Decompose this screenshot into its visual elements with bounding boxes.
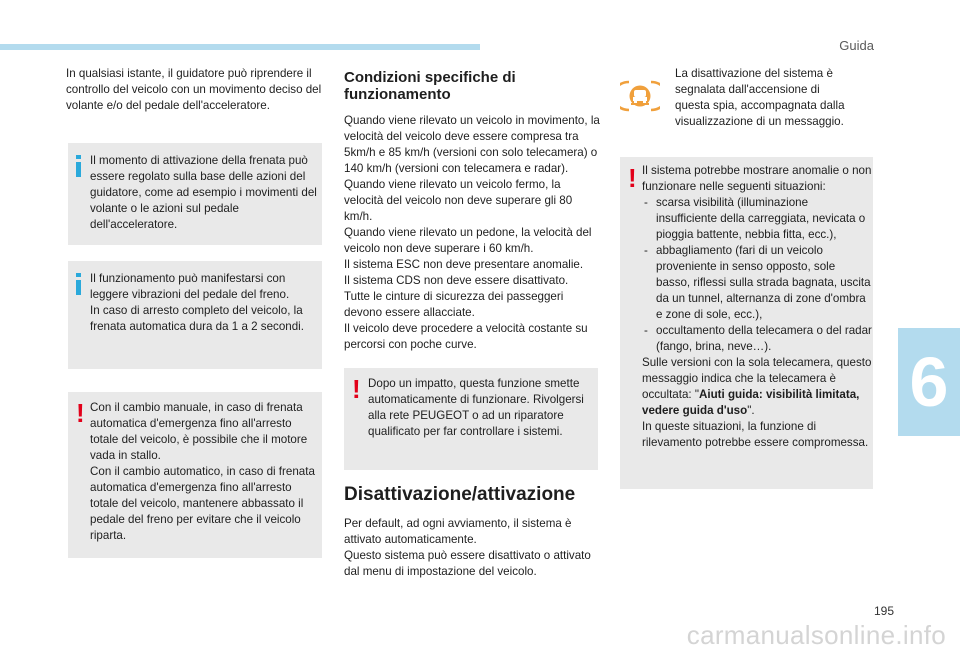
camera-text-pre: Sulle versioni con la sola telecamera, questo messaggio indica che la telecamera è occultata: " bbox=[642, 356, 872, 401]
info-box-activation bbox=[68, 143, 322, 245]
conditions-paragraph: Il sistema ESC non deve presentare anomalie. bbox=[344, 258, 584, 271]
warning-box-anomalies bbox=[620, 157, 873, 489]
conditions-paragraph: Quando viene rilevato un veicolo fermo, la velocità del veicolo non deve superare gli 80 km/h. bbox=[344, 178, 573, 223]
deactivation-paragraph: Per default, ad ogni avviamento, il sistema è attivato automaticamente. bbox=[344, 517, 572, 546]
conditions-paragraphs bbox=[344, 113, 600, 353]
deactivation-paragraphs bbox=[344, 516, 602, 580]
warning-text: Il sistema potrebbe mostrare anomalie o non funzionare nelle seguenti situazioni: bbox=[642, 164, 872, 193]
camera-message-label: Aiuti guida: visibilità limitata, vedere guida d'uso bbox=[642, 388, 860, 417]
conditions-paragraph: Il sistema CDS non deve essere disattivato. bbox=[344, 274, 569, 287]
warning-text: Dopo un impatto, questa funzione smette automaticamente di funzionare. Rivolgersi alla rete PEUGEOT o ad un riparatore qualificato per far controllare i sistemi. bbox=[368, 377, 584, 438]
warning-text: Con il cambio automatico, in caso di frenata automatica d'emergenza fino all'arresto totale del veicolo, mantenere abbassato il pedale del freno per evitare che il veicolo riparta. bbox=[90, 465, 315, 542]
indicator-description: La disattivazione del sistema è segnalata dall'accensione di questa spia, accompagnata dalla visualizzazione di un messaggio. bbox=[675, 67, 845, 128]
info-icon bbox=[76, 273, 81, 295]
warning-icon: ! bbox=[352, 374, 361, 404]
warning-box-impact bbox=[344, 368, 598, 470]
list-item: - occultamento della telecamera o del radar (fango, brina, neve…). bbox=[642, 323, 872, 355]
intro-paragraph: In qualsiasi istante, il guidatore può riprendere il controllo del veicolo con un movimento deciso del volante e/o del pedale dell'acceleratore. bbox=[66, 67, 322, 112]
warning-box-gearbox bbox=[68, 392, 322, 558]
info-box-text: Il momento di attivazione della frenata può essere regolato sulla base delle azioni del guidatore, come ad esempio i movimenti del volante o le azioni sul pedale dell'acceleratore. bbox=[90, 154, 317, 231]
heading-deactivation: Disattivazione/attivazione bbox=[344, 484, 576, 505]
warning-icon: ! bbox=[628, 163, 637, 193]
list-item: - abbagliamento (fari di un veicolo proveniente in senso opposto, sole basso, riflessi sulla strada bagnata, uscita da un tunnel, alternanza di zone d'ombra e zone di sole, ecc.), bbox=[642, 243, 872, 323]
anomaly-list bbox=[642, 195, 872, 355]
list-item: - scarsa visibilità (illuminazione insufficiente della carreggiata, nevicata o pioggia battente, nebbia fitta, ecc.), bbox=[642, 195, 872, 243]
conditions-paragraph: Il veicolo deve procedere a velocità costante su percorsi con poche curve. bbox=[344, 322, 588, 351]
conditions-paragraph: Tutte le cinture di sicurezza dei passeggeri devono essere allacciate. bbox=[344, 290, 564, 319]
info-box-vibrations bbox=[68, 261, 322, 369]
conditions-paragraph: Quando viene rilevato un veicolo in movimento, la velocità del veicolo deve essere compresa tra 5km/h e 85 km/h (versioni con solo telecamera) o 140 km/h (versioni con telecamera e radar). bbox=[344, 114, 600, 175]
chapter-number: 6 bbox=[909, 343, 949, 421]
section-title: Guida bbox=[839, 38, 874, 53]
camera-message-text bbox=[642, 355, 872, 419]
camera-text-post: ". bbox=[747, 404, 755, 417]
aeb-warning-lamp-icon bbox=[620, 78, 660, 114]
deactivation-paragraph: Questo sistema può essere disattivato o attivato dal menu di impostazione del veicolo. bbox=[344, 549, 591, 578]
info-box-text: Il funzionamento può manifestarsi con leggere vibrazioni del pedale del freno. bbox=[90, 272, 290, 301]
warning-icon: ! bbox=[76, 398, 85, 428]
conditions-paragraph: Quando viene rilevato un pedone, la velocità del veicolo non deve superare i 60 km/h. bbox=[344, 226, 592, 255]
heading-conditions: Condizioni specifiche di funzionamento bbox=[344, 69, 516, 103]
final-text: In queste situazioni, la funzione di rilevamento potrebbe essere compromessa. bbox=[642, 420, 869, 449]
chapter-tab bbox=[898, 328, 960, 436]
info-icon bbox=[76, 155, 81, 177]
watermark: carmanualsonline.info bbox=[686, 620, 946, 649]
header-bar bbox=[0, 44, 480, 50]
warning-text: Con il cambio manuale, in caso di frenata automatica d'emergenza fino all'arresto totale del veicolo, è possibile che il motore vada in stallo. bbox=[90, 401, 308, 462]
page-number: 195 bbox=[873, 604, 894, 618]
info-box-text: In caso di arresto completo del veicolo, la frenata automatica dura da 1 a 2 secondi. bbox=[90, 304, 304, 333]
